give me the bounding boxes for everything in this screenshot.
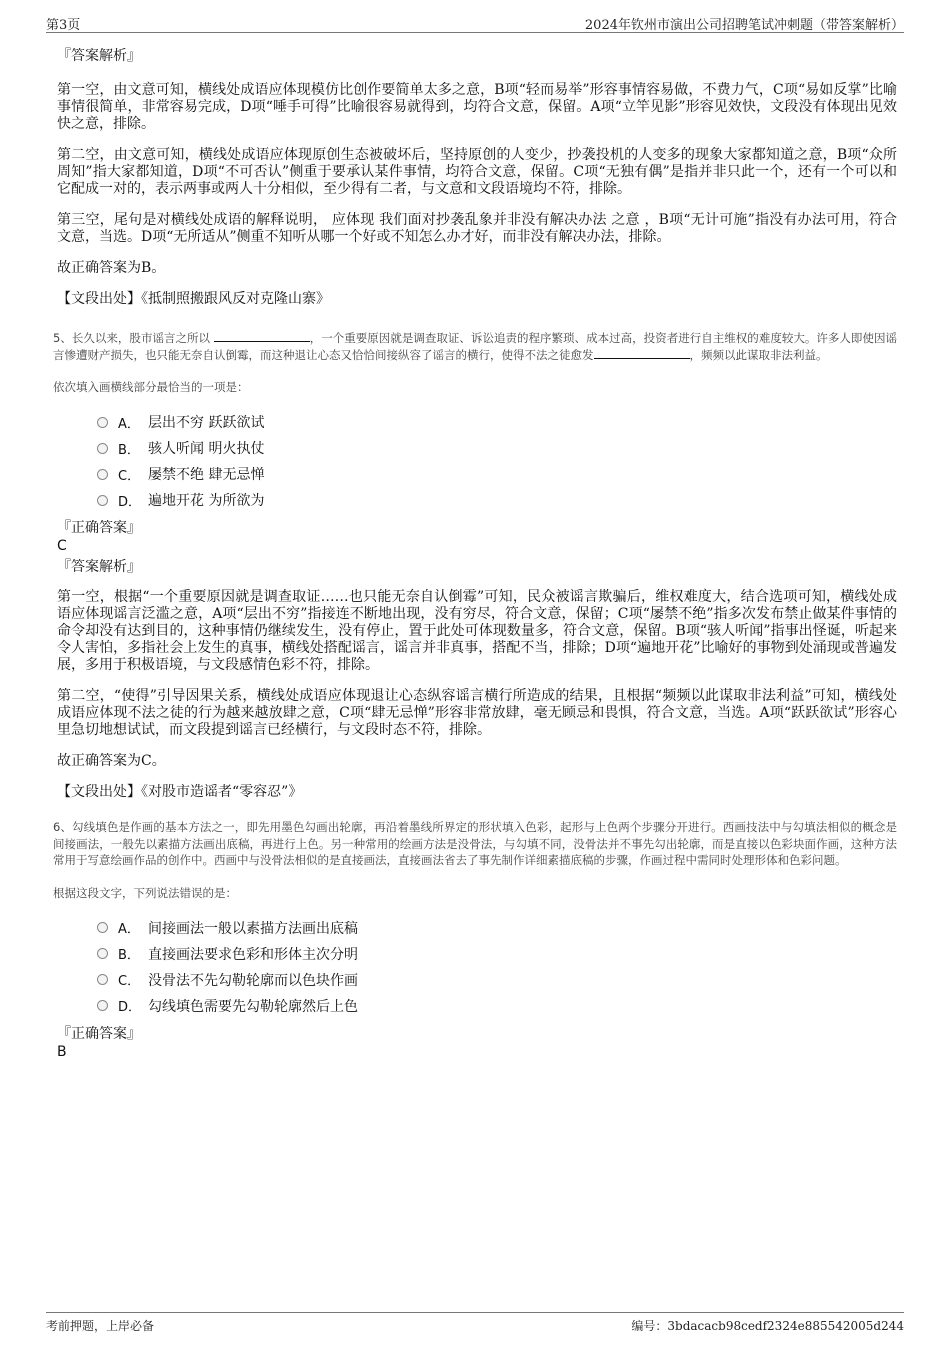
- question-6-prompt: 根据这段文字，下列说法错误的是：: [53, 885, 237, 900]
- fill-blank: [214, 330, 310, 342]
- question-5-text: 5、长久以来，股市谣言之所以 ，一个重要原因就是调查取证、诉讼追责的程序繁琐、成本过高，投资者进行自主维权的难度较大。许多人即使因谣言惨遭财产损失，也只能无奈自认倒霉，而这种退让心态又恰恰间接纵容了谣言的横行，使得不法之徒愈发 ，频频以此谋取非法利益。: [53, 331, 897, 362]
- option-d[interactable]: D． 勾线填色需要先勾勒轮廓然后上色: [97, 993, 897, 1019]
- radio-icon[interactable]: [97, 974, 108, 985]
- page-content: [53, 46, 897, 1063]
- radio-icon[interactable]: [97, 417, 108, 428]
- correct-answer-value: B: [57, 1043, 67, 1060]
- page-footer: [46, 1312, 904, 1337]
- document-id: 编号：3bdacacb98cedf2324e885542005d244: [631, 1319, 904, 1333]
- radio-icon[interactable]: [97, 922, 108, 933]
- correct-answer-label: 『正确答案』: [57, 520, 141, 536]
- footer-slogan: 考前押题，上岸必备: [46, 1319, 155, 1333]
- analysis-paragraph: 第二空，由文意可知，横线处成语应体现原创生态被破坏后，坚持原创的人变少，抄袭投机的人变多的现象大家都知道之意，B项“众所周知”指大家都知道，D项“不可否认”侧重于要承认某件事情，均符合文意，保留。C项“无独有偶”是指并非只此一个，还有一个可以和它配成一对的，表示两事或两人十分相似，至少得有二者，与文意和文段语境均不符，排除。: [57, 147, 897, 197]
- radio-icon[interactable]: [97, 495, 108, 506]
- radio-icon[interactable]: [97, 1000, 108, 1011]
- option-a[interactable]: A． 间接画法一般以素描方法画出底稿: [97, 915, 897, 941]
- question-5-options: [97, 409, 897, 513]
- option-d[interactable]: D． 遍地开花 为所欲为: [97, 487, 897, 513]
- fill-blank: [594, 347, 690, 359]
- answer-conclusion: 故正确答案为C。: [57, 753, 166, 769]
- analysis-label: 『答案解析』: [57, 48, 141, 64]
- correct-answer-value: C: [57, 538, 67, 554]
- radio-icon[interactable]: [97, 443, 108, 454]
- option-b[interactable]: B． 骇人听闻 明火执仗: [97, 435, 897, 461]
- question-6-options: [97, 915, 897, 1019]
- analysis-paragraph: 第二空，“使得”引导因果关系，横线处成语应体现退让心态纵容谣言横行所造成的结果，且根据“频频以此谋取非法利益”可知，横线处成语应体现不法之徒的行为越来越放肆之意，C项“肆无忌惮”形容非常放肆，毫无顾忌和畏惧，符合文意，当选。A项“跃跃欲试”形容心里急切地想试试，而文段提到谣言已经横行，与文段时态不符，排除。: [57, 688, 897, 738]
- option-c[interactable]: C． 没骨法不先勾勒轮廓而以色块作画: [97, 967, 897, 993]
- page-header: [46, 12, 904, 33]
- source-citation: 【文段出处】《抵制照搬跟风反对克隆山寨》: [57, 291, 330, 307]
- option-c[interactable]: C． 屡禁不绝 肆无忌惮: [97, 461, 897, 487]
- option-b[interactable]: B． 直接画法要求色彩和形体主次分明: [97, 941, 897, 967]
- radio-icon[interactable]: [97, 469, 108, 480]
- question-5-prompt: 依次填入画横线部分最恰当的一项是：: [53, 380, 249, 394]
- question-6-text: 6、勾线填色是作画的基本方法之一，即先用墨色勾画出轮廓，再沿着墨线所界定的形状填入色彩，起形与上色两个步骤分开进行。西画技法中与勾填法相似的概念是间接画法，一般先以素描方法画出底稿，再进行上色。另一种常用的绘画方法是没骨法，与勾填不同，没骨法并不事先勾出轮廓，而是直接以色彩块面作画，这种方法常用于写意绘画作品的创作中。西画中与没骨法相似的是直接画法，直接画法省去了事先制作详细素描底稿的步骤，作画过程中需同时处理形体和色彩问题。: [53, 820, 897, 867]
- document-title: 2024年钦州市演出公司招聘笔试冲刺题（带答案解析）: [584, 18, 904, 33]
- analysis-paragraph: 第一空，由文意可知，横线处成语应体现模仿比创作要简单太多之意，B项“轻而易举”形容事情容易做，不费力气，C项“易如反掌”比喻事情很简单，非常容易完成，D项“唾手可得”比喻很容易就得到，均符合文意，保留。A项“立竿见影”形容见效快，文段没有体现出见效快之意，排除。: [57, 82, 897, 132]
- correct-answer-label: 『正确答案』: [57, 1025, 141, 1042]
- source-citation: 【文段出处】《对股市造谣者“零容忍”》: [57, 784, 303, 800]
- analysis-label: 『答案解析』: [57, 559, 141, 575]
- option-a[interactable]: A． 层出不穷 跃跃欲试: [97, 409, 897, 435]
- radio-icon[interactable]: [97, 948, 108, 959]
- answer-conclusion: 故正确答案为B。: [57, 260, 166, 276]
- analysis-paragraph: 第一空，根据“一个重要原因就是调查取证……也只能无奈自认倒霉”可知，民众被谣言欺骗后，维权难度大，结合选项可知，横线处成语应体现谣言泛滥之意，A项“层出不穷”指接连不断地出现，没有穷尽，符合文意，保留；C项“屡禁不绝”指多次发布禁止做某件事情的命令却没有达到目的，这种事情仍继续发生，没有停止，置于此处可体现数量多，符合文意，保留。B项“骇人听闻”指事出怪诞，听起来令人害怕，多指社会上发生的真事，横线处搭配谣言，谣言并非真事，搭配不当，排除；D项“遍地开花”比喻好的事物到处涌现或普遍发展，多用于积极语境，与文段感情色彩不符，排除。: [57, 589, 897, 673]
- page-number: 第3页: [46, 18, 81, 33]
- analysis-paragraph: 第三空，尾句是对横线处成语的解释说明， 应体现 我们面对抄袭乱象并非没有解决办法 之意 ，B项“无计可施”指没有办法可用，符合文意，当选。D项“无所适从”侧重不知听从哪一个好或不知怎么办才好，而非没有解决办法，排除。: [57, 212, 897, 245]
